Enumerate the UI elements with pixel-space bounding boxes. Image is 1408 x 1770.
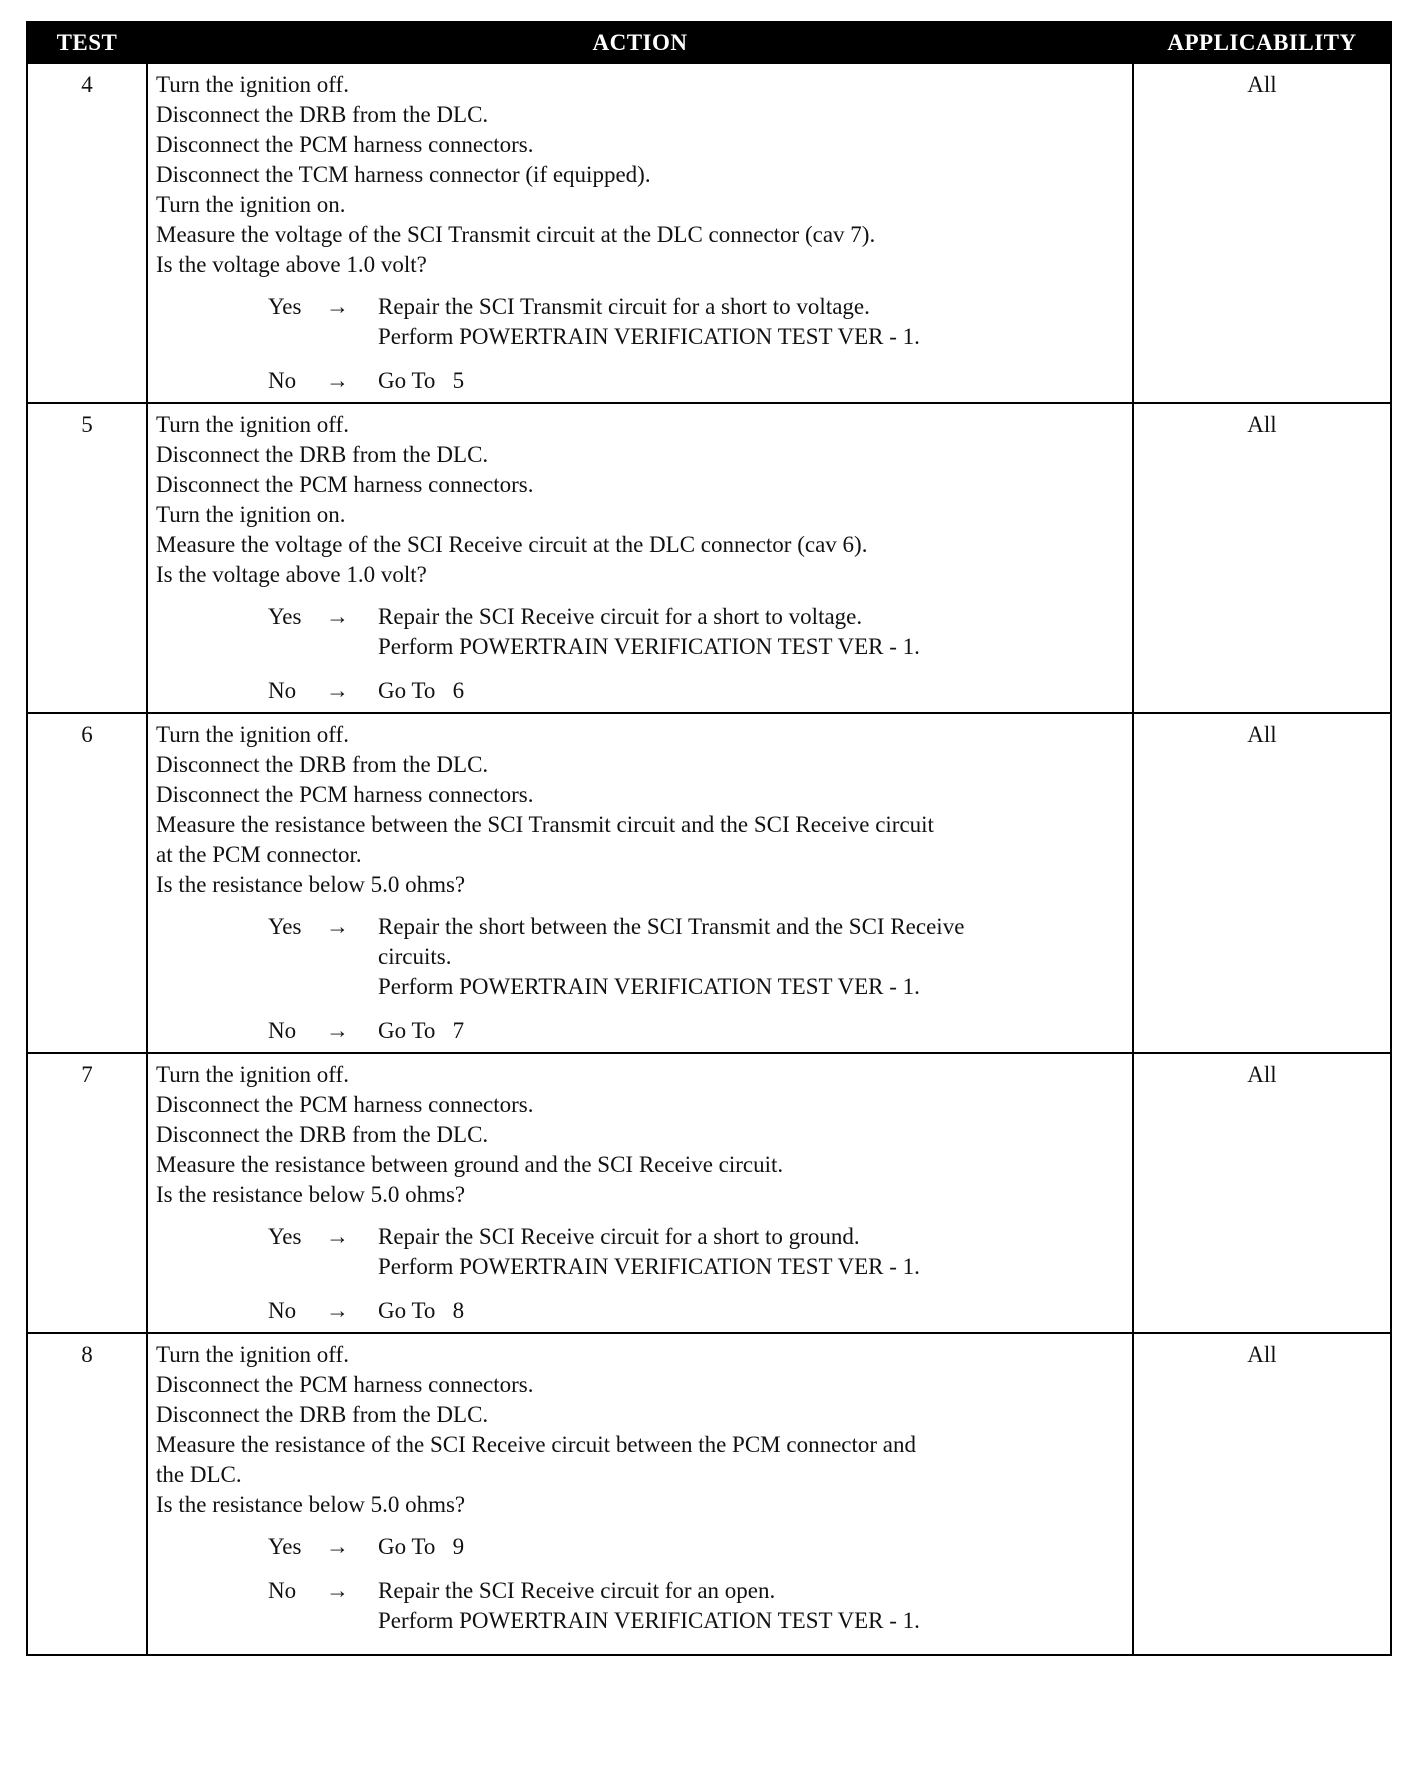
header-applicability: APPLICABILITY <box>1133 22 1391 63</box>
procedure-step: the DLC. <box>156 1462 242 1487</box>
result-line: Repair the short between the SCI Transmit and the SCI Receive <box>378 914 965 939</box>
result-line: Perform POWERTRAIN VERIFICATION TEST VER - 1. <box>378 324 920 349</box>
procedure-step: Measure the resistance of the SCI Receive circuit between the PCM connector and <box>156 1432 917 1457</box>
procedure-step: Disconnect the DRB from the DLC. <box>156 442 489 467</box>
answer-label: No <box>268 1578 297 1603</box>
procedure-step: Disconnect the PCM harness connectors. <box>156 782 534 807</box>
arrow-right-icon: → <box>326 1224 349 1249</box>
procedure-step: Turn the ignition on. <box>156 192 346 217</box>
applicability-value: All <box>1133 1333 1391 1655</box>
action-cell <box>147 713 1133 1053</box>
answer-result <box>378 676 1124 706</box>
procedure-step: Measure the resistance between the SCI Transmit circuit and the SCI Receive circuit <box>156 812 934 837</box>
answer-result <box>378 1296 1124 1326</box>
arrow-right-icon: → <box>326 368 349 393</box>
procedure-step: Turn the ignition off. <box>156 412 349 437</box>
result-line: Repair the SCI Receive circuit for a short to ground. <box>378 1224 860 1249</box>
arrow-right-icon: → <box>326 294 349 319</box>
procedure-step: Is the resistance below 5.0 ohms? <box>156 1182 466 1207</box>
answer-branches <box>156 912 1124 1046</box>
result-line: Repair the SCI Receive circuit for a short to voltage. <box>378 604 863 629</box>
table-row <box>27 1333 1391 1655</box>
answer-label: No <box>268 1298 297 1323</box>
table-row <box>27 713 1391 1053</box>
answer-branches <box>156 1532 1124 1636</box>
result-line: Go To 7 <box>378 1018 465 1043</box>
applicability-value: All <box>1133 713 1391 1053</box>
answer-label: No <box>268 1018 297 1043</box>
procedure-step: Is the resistance below 5.0 ohms? <box>156 1492 466 1517</box>
answer-result <box>378 1016 1124 1046</box>
answer-branch-no <box>268 1016 1124 1046</box>
arrow-right-icon: → <box>326 1578 349 1603</box>
answer-branches <box>156 1222 1124 1326</box>
answer-branch-no <box>268 676 1124 706</box>
procedure-steps <box>156 1340 1124 1520</box>
answer-result <box>378 292 1124 352</box>
applicability-value: All <box>1133 403 1391 713</box>
procedure-step: Disconnect the DRB from the DLC. <box>156 1122 489 1147</box>
procedure-step: Measure the resistance between ground and the SCI Receive circuit. <box>156 1152 784 1177</box>
procedure-step: Turn the ignition off. <box>156 722 349 747</box>
table-row <box>27 403 1391 713</box>
answer-branch-yes <box>268 292 1124 352</box>
answer-result <box>378 1222 1124 1282</box>
table-body <box>27 63 1391 1655</box>
result-line: Go To 9 <box>378 1534 465 1559</box>
procedure-step: Disconnect the PCM harness connectors. <box>156 1372 534 1397</box>
procedure-steps <box>156 720 1124 900</box>
test-number: 5 <box>27 403 147 713</box>
action-cell <box>147 63 1133 403</box>
header-test: TEST <box>27 22 147 63</box>
answer-branches <box>156 292 1124 396</box>
action-cell <box>147 403 1133 713</box>
procedure-step: Measure the voltage of the SCI Receive circuit at the DLC connector (cav 6). <box>156 532 868 557</box>
procedure-step: Measure the voltage of the SCI Transmit circuit at the DLC connector (cav 7). <box>156 222 876 247</box>
result-line: Perform POWERTRAIN VERIFICATION TEST VER - 1. <box>378 634 920 659</box>
test-number: 4 <box>27 63 147 403</box>
table-row <box>27 1053 1391 1333</box>
answer-label: Yes <box>268 1534 302 1559</box>
answer-branch-no <box>268 1576 1124 1636</box>
procedure-step: Turn the ignition on. <box>156 502 346 527</box>
procedure-step: Disconnect the PCM harness connectors. <box>156 1092 534 1117</box>
answer-result <box>378 602 1124 662</box>
procedure-step: Turn the ignition off. <box>156 72 349 97</box>
arrow-right-icon: → <box>326 1298 349 1323</box>
answer-label: Yes <box>268 294 302 319</box>
answer-branch-yes <box>268 602 1124 662</box>
answer-label: Yes <box>268 604 302 629</box>
procedure-step: Turn the ignition off. <box>156 1342 349 1367</box>
test-number: 7 <box>27 1053 147 1333</box>
arrow-right-icon: → <box>326 604 349 629</box>
procedure-step: Disconnect the PCM harness connectors. <box>156 472 534 497</box>
procedure-step: Disconnect the TCM harness connector (if equipped). <box>156 162 651 187</box>
answer-branch-no <box>268 1296 1124 1326</box>
table-header-row <box>27 22 1391 63</box>
answer-branches <box>156 602 1124 706</box>
procedure-steps <box>156 70 1124 280</box>
diagnostic-test-table <box>26 21 1392 1656</box>
procedure-step: Is the resistance below 5.0 ohms? <box>156 872 466 897</box>
procedure-step: at the PCM connector. <box>156 842 362 867</box>
answer-branch-yes <box>268 912 1124 1002</box>
answer-label: No <box>268 678 297 703</box>
answer-branch-no <box>268 366 1124 396</box>
table-row <box>27 63 1391 403</box>
arrow-right-icon: → <box>326 678 349 703</box>
result-line: Perform POWERTRAIN VERIFICATION TEST VER - 1. <box>378 974 920 999</box>
answer-branch-yes <box>268 1532 1124 1562</box>
action-cell <box>147 1333 1133 1655</box>
result-line: Go To 8 <box>378 1298 465 1323</box>
result-line: Repair the SCI Receive circuit for an open. <box>378 1578 776 1603</box>
procedure-step: Disconnect the DRB from the DLC. <box>156 752 489 777</box>
test-number: 6 <box>27 713 147 1053</box>
procedure-steps <box>156 1060 1124 1210</box>
answer-result <box>378 1532 1124 1562</box>
answer-label: Yes <box>268 914 302 939</box>
result-line: Perform POWERTRAIN VERIFICATION TEST VER - 1. <box>378 1608 920 1633</box>
result-line: Perform POWERTRAIN VERIFICATION TEST VER - 1. <box>378 1254 920 1279</box>
result-line: circuits. <box>378 944 452 969</box>
procedure-step: Turn the ignition off. <box>156 1062 349 1087</box>
test-number: 8 <box>27 1333 147 1655</box>
result-line: Go To 6 <box>378 678 465 703</box>
header-action: ACTION <box>147 22 1133 63</box>
procedure-step: Disconnect the DRB from the DLC. <box>156 1402 489 1427</box>
arrow-right-icon: → <box>326 914 349 939</box>
action-cell <box>147 1053 1133 1333</box>
answer-result <box>378 1576 1124 1636</box>
answer-branch-yes <box>268 1222 1124 1282</box>
answer-result <box>378 912 1124 1002</box>
answer-label: No <box>268 368 297 393</box>
procedure-step: Disconnect the DRB from the DLC. <box>156 102 489 127</box>
arrow-right-icon: → <box>326 1018 349 1043</box>
applicability-value: All <box>1133 1053 1391 1333</box>
procedure-step: Is the voltage above 1.0 volt? <box>156 252 427 277</box>
answer-result <box>378 366 1124 396</box>
result-line: Go To 5 <box>378 368 465 393</box>
result-line: Repair the SCI Transmit circuit for a short to voltage. <box>378 294 870 319</box>
procedure-steps <box>156 410 1124 590</box>
answer-label: Yes <box>268 1224 302 1249</box>
applicability-value: All <box>1133 63 1391 403</box>
procedure-step: Disconnect the PCM harness connectors. <box>156 132 534 157</box>
arrow-right-icon: → <box>326 1534 349 1559</box>
procedure-step: Is the voltage above 1.0 volt? <box>156 562 427 587</box>
